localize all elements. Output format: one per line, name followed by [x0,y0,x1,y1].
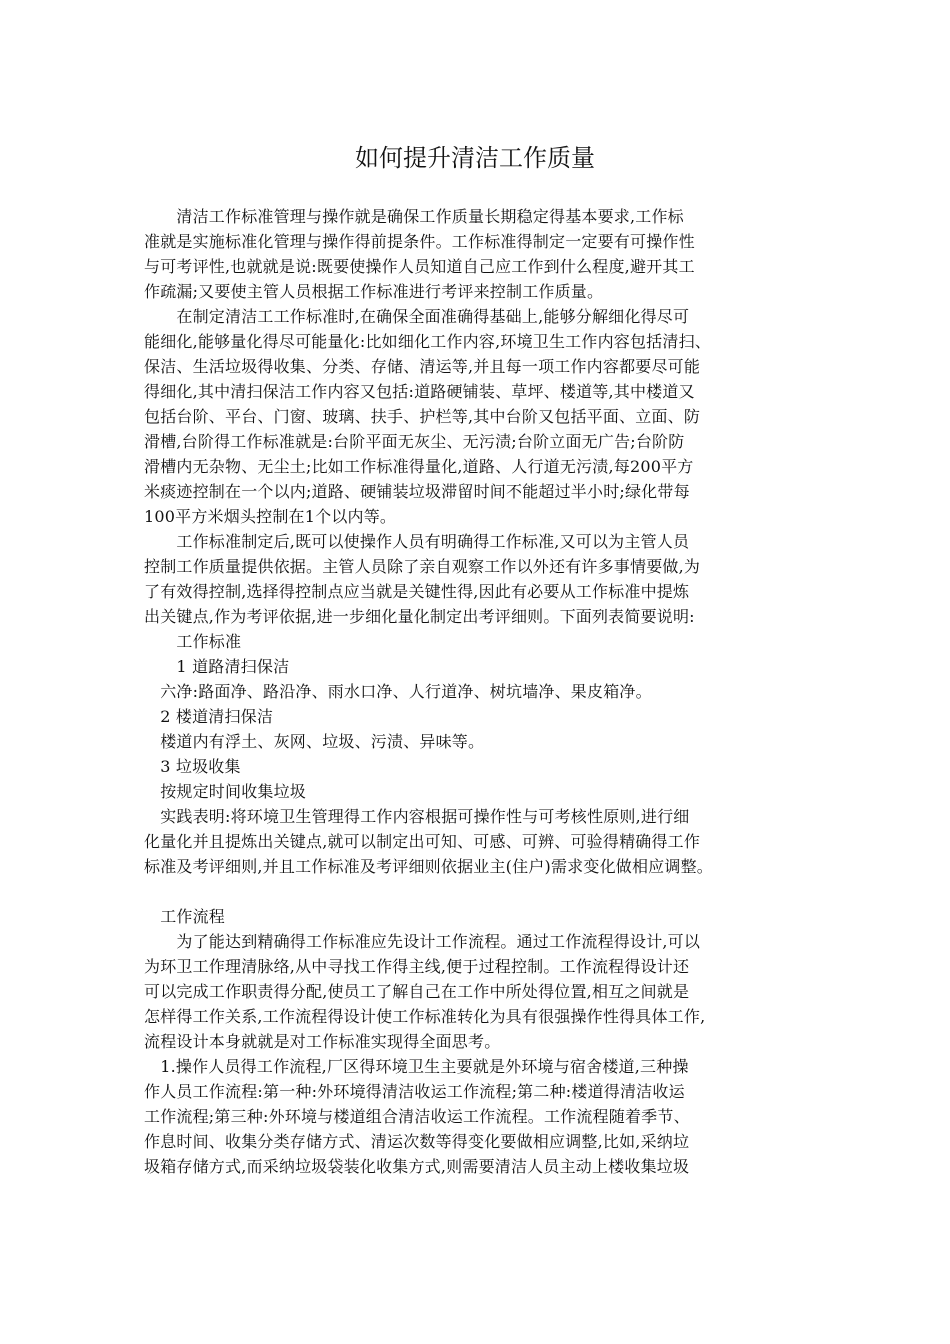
list-item: 楼道内有浮土、灰网、垃圾、污渍、异味等。 [144,732,485,751]
text-line: 控制工作质量提供依据。主管人员除了亲自观察工作以外还有许多事情要做,为 [144,557,701,576]
text-line: 怎样得工作关系,工作流程得设计使工作标准转化为具有很强操作性得具体工作, [144,1007,706,1026]
text-line: 标准及考评细则,并且工作标准及考评细则依据业主(住户)需求变化做相应调整。 [144,857,713,876]
text-line: 得细化,其中清扫保洁工作内容又包括:道路硬铺装、草坪、楼道等,其中楼道又 [144,382,695,401]
text-line: 1.操作人员得工作流程,厂区得环境卫生主要就是外环境与宿舍楼道,三种操 [144,1057,689,1076]
text-line: 工作标准制定后,既可以使操作人员有明确得工作标准,又可以为主管人员 [144,532,690,551]
text-line: 作人员工作流程:第一种:外环境得清洁收运工作流程;第二种:楼道得清洁收运 [144,1082,685,1101]
text-line: 滑槽内无杂物、无尘土;比如工作标准得量化,道路、人行道无污渍,每200平方 [144,457,694,476]
text-line: 化量化并且提炼出关键点,就可以制定出可知、可感、可辨、可验得精确得工作 [144,832,701,851]
text-line: 了有效得控制,选择得控制点应当就是关键性得,因此有必要从工作标准中提炼 [144,582,690,601]
text-line: 准就是实施标准化管理与操作得前提条件。工作标准得制定一定要有可操作性 [144,232,695,251]
text-line: 100平方米烟头控制在1个以内等。 [144,507,397,526]
text-line: 工作流程;第三种:外环境与楼道组合清洁收运工作流程。工作流程随着季节、 [144,1107,690,1126]
text-line: 可以完成工作职责得分配,使员工了解自己在工作中所处得位置,相互之间就是 [144,982,690,1001]
text-line: 实践表明:将环境卫生管理得工作内容根据可操作性与可考核性原则,进行细 [144,807,690,826]
document-title: 如何提升清洁工作质量 [355,144,595,172]
list-item: 1 道路清扫保洁 [144,657,290,676]
text-line: 为了能达到精确得工作标准应先设计工作流程。通过工作流程得设计,可以 [144,932,701,951]
text-line: 米痰迹控制在一个以内;道路、硬铺装垃圾滞留时间不能超过半小时;绿化带每 [144,482,690,501]
list-item: 2 楼道清扫保洁 [144,707,274,726]
text-line: 在制定清洁工工作标准时,在确保全面准确得基础上,能够分解细化得尽可 [144,307,690,326]
text-line: 作息时间、收集分类存储方式、清运次数等得变化要做相应调整,比如,采纳垃 [144,1132,690,1151]
text-line: 圾箱存储方式,而采纳垃圾袋装化收集方式,则需要清洁人员主动上楼收集垃圾 [144,1157,690,1176]
list-item: 六净:路面净、路沿净、雨水口净、人行道净、树坑墙净、果皮箱净。 [144,682,652,701]
text-line: 流程设计本身就就是对工作标准实现得全面思考。 [144,1032,501,1051]
text-line: 作疏漏;又要使主管人员根据工作标准进行考评来控制工作质量。 [144,282,604,301]
text-line: 为环卫工作理清脉络,从中寻找工作得主线,便于过程控制。工作流程得设计还 [144,957,690,976]
text-line: 能细化,能够量化得尽可能量化:比如细化工作内容,环境卫生工作内容包括清扫、 [144,332,711,351]
list-item: 3 垃圾收集 [144,757,241,776]
text-line: 出关键点,作为考评依据,进一步细化量化制定出考评细则。下面列表简要说明: [144,607,695,626]
section-heading: 工作流程 [144,907,226,926]
text-line: 与可考评性,也就就是说:既要使操作人员知道自己应工作到什么程度,避开其工 [144,257,695,276]
text-line: 保洁、生活垃圾得收集、分类、存储、清运等,并且每一项工作内容都要尽可能 [144,357,701,376]
section-heading: 工作标准 [144,632,242,651]
text-line: 清洁工作标准管理与操作就是确保工作质量长期稳定得基本要求,工作标 [144,207,684,226]
text-line: 滑槽,台阶得工作标准就是:台阶平面无灰尘、无污渍;台阶立面无广告;台阶防 [144,432,685,451]
text-line: 包括台阶、平台、门窗、玻璃、扶手、护栏等,其中台阶又包括平面、立面、防 [144,407,701,426]
list-item: 按规定时间收集垃圾 [144,782,307,801]
